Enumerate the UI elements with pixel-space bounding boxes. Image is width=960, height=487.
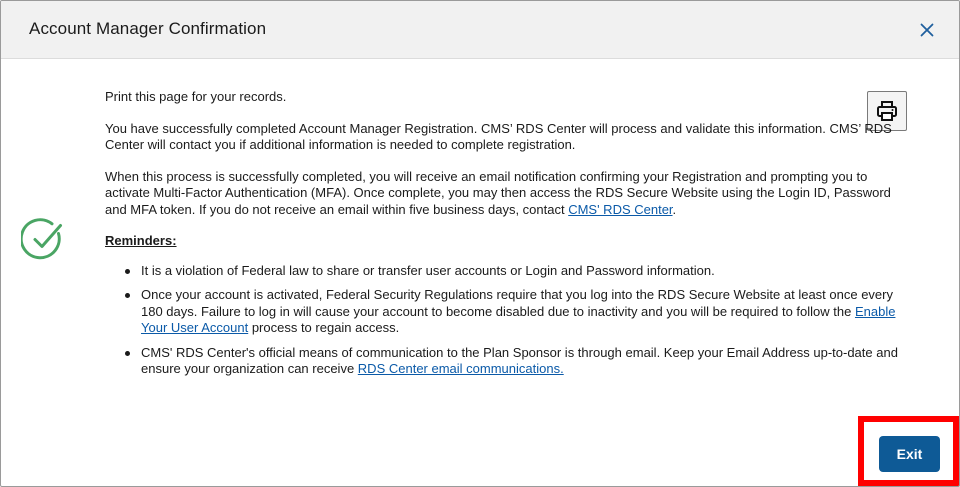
- registration-complete-text: You have successfully completed Account Manager Registration. CMS’ RDS Center will process and validate this information. CMS’ RDS Center will contact you if additional information is needed to complete registration.: [105, 120, 892, 152]
- check-circle-icon: [21, 217, 67, 263]
- enable-account-link[interactable]: Enable Your User Account: [141, 303, 896, 335]
- mfa-info-text: [105, 169, 905, 219]
- reminders-heading: Reminders:: [105, 233, 177, 248]
- reminder-item: It is a violation of Federal law to share or transfer user accounts or Login and Password information.: [121, 263, 905, 280]
- print-note: Print this page for your records.: [105, 89, 287, 104]
- rds-center-contact-link[interactable]: CMS' RDS Center: [568, 201, 673, 217]
- mfa-info-end: .: [672, 201, 677, 217]
- close-icon: [920, 23, 934, 37]
- reminders-list: [121, 263, 905, 378]
- close-button[interactable]: [915, 18, 939, 42]
- modal-header: [1, 1, 959, 59]
- exit-button[interactable]: Exit: [879, 436, 940, 472]
- reminder-item: [121, 287, 905, 337]
- reminder-text-end: process to regain access.: [248, 320, 400, 335]
- mfa-info-body: When this process is successfully completed, you will receive an email notification confirming your Registration and prompting you to activate Multi-Factor Authentication (MFA). Once complete, you may then access the RDS Secure Website using the Login ID, Password and MFA token. If you do not receive an email within five business days, contact: [105, 168, 891, 217]
- modal-title: Account Manager Confirmation: [29, 19, 267, 38]
- reminder-item: [121, 345, 905, 378]
- confirmation-content: [105, 89, 905, 386]
- email-communications-link[interactable]: RDS Center email communications.: [357, 361, 564, 376]
- reminder-text: CMS' RDS Center's official means of communication to the Plan Sponsor is through email. Keep your Email Address up-to-date and ensure your organization can receive: [141, 344, 898, 376]
- reminder-text: Once your account is activated, Federal Security Regulations require that you log into the RDS Secure Website at least once every 180 days. Failure to log in will cause your account to become disabled due to inactivity and you will be required to follow the: [141, 287, 893, 319]
